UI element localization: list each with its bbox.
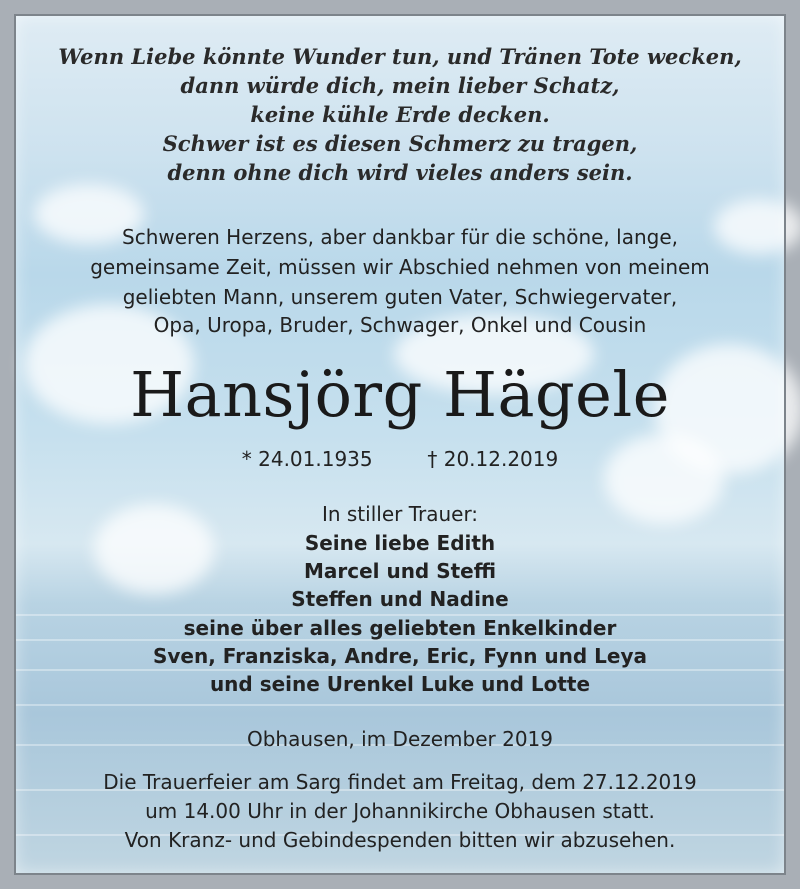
mourner-line: und seine Urenkel Luke und Lotte (209, 672, 591, 696)
mourner-line: Steffen und Nadine (291, 587, 509, 611)
life-dates (0, 447, 800, 471)
intro-line: Schweren Herzens, aber dankbar für die schöne, lange, (122, 225, 678, 249)
deceased-name: Hansjörg Hägele (130, 358, 670, 431)
intro-line: Opa, Uropa, Bruder, Schwager, Onkel und Cousin (153, 313, 647, 337)
death-date: † 20.12.2019 (427, 447, 559, 471)
intro-line: gemeinsame Zeit, müssen wir Abschied nehmen von meinem (90, 255, 710, 279)
mourner-line: Marcel und Steffi (303, 559, 497, 583)
mourner-line: seine über alles geliebten Enkelkinder (183, 616, 617, 640)
mourner-line: Seine liebe Edith (304, 531, 496, 555)
mourners-heading: In stiller Trauer: (321, 502, 479, 526)
mourner-line: Sven, Franziska, Andre, Eric, Fynn und Leya (152, 644, 647, 668)
service-line: um 14.00 Uhr in der Johannikirche Obhausen statt. (145, 799, 655, 823)
poem-line: Wenn Liebe könnte Wunder tun, und Tränen Tote wecken, (58, 44, 742, 69)
poem-line: dann würde dich, mein lieber Schatz, (180, 73, 620, 98)
intro-line: geliebten Mann, unserem guten Vater, Schwiegervater, (122, 285, 678, 309)
poem-line: keine kühle Erde decken. (250, 102, 550, 127)
poem-line: denn ohne dich wird vieles anders sein. (167, 160, 633, 185)
place-date: Obhausen, im Dezember 2019 (246, 727, 554, 751)
poem-line: Schwer ist es diesen Schmerz zu tragen, (162, 131, 638, 156)
service-line: Die Trauerfeier am Sarg findet am Freitag, dem 27.12.2019 (103, 770, 697, 794)
birth-date: * 24.01.1935 (241, 447, 373, 471)
service-line: Von Kranz- und Gebindespenden bitten wir abzusehen. (124, 828, 676, 852)
